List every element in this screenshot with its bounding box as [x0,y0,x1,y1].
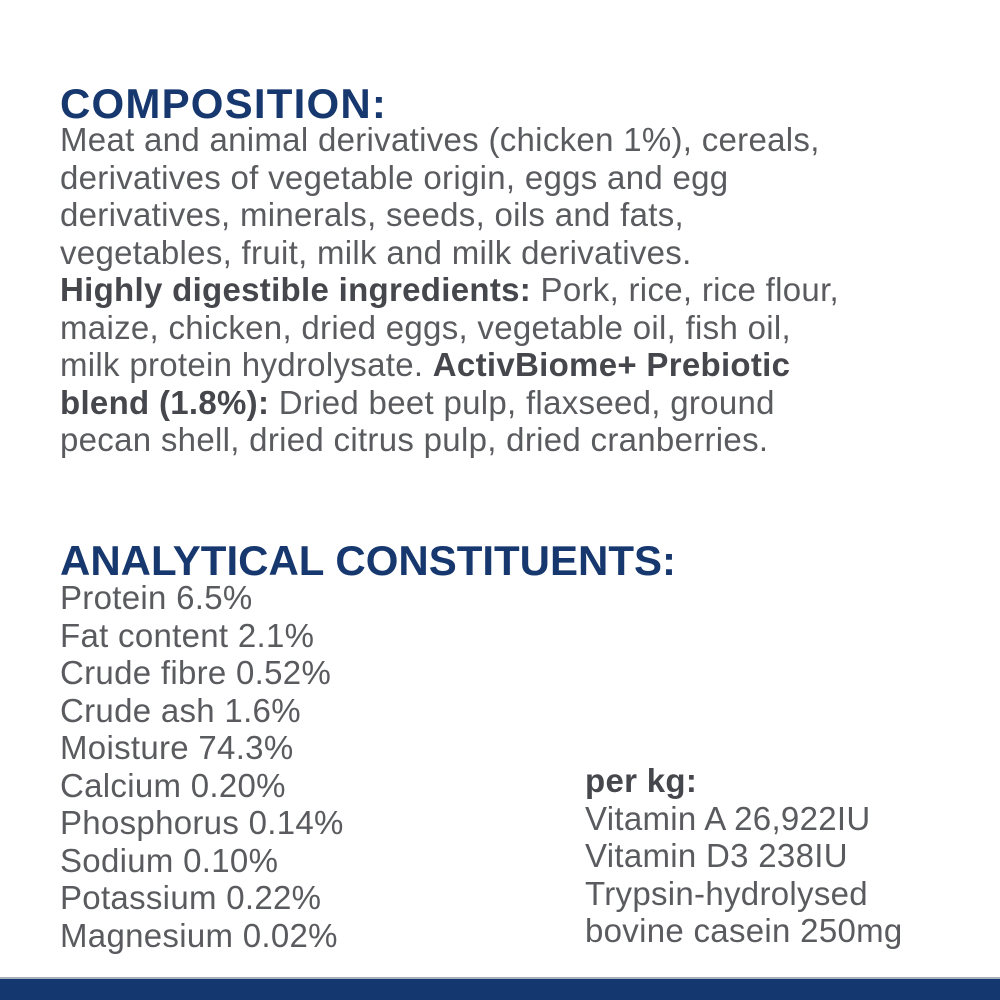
nutrient-row: Magnesium 0.02% [60,916,338,954]
composition-regular-run: milk protein hydrolysate. [60,346,433,383]
nutrient-row: Moisture 74.3% [60,729,294,766]
composition-line [60,159,940,197]
nutrient-row: Crude fibre 0.52% [60,654,332,691]
composition-line [60,234,940,272]
nutrient-row: Potassium 0.22% [60,879,322,916]
nutrient-row: Fat content 2.1% [60,616,315,654]
composition-regular-run: Pork, rice, rice flour, [531,271,840,308]
composition-line [60,121,940,159]
composition-regular-run: pecan shell, dried citrus pulp, dried cranberries. [60,421,769,458]
composition-paragraph [60,121,940,459]
composition-line [60,384,940,422]
composition-bold-run: blend (1.8%): [60,383,270,421]
composition-regular-run: Dried beet pulp, flaxseed, ground [269,383,775,421]
per-kg-line: bovine casein 250mg [585,912,903,949]
analytical-constituents-heading: ANALYTICAL CONSTITUENTS: [60,537,677,585]
per-kg-line: Vitamin A 26,922IU [585,799,871,837]
composition-line [60,196,940,234]
per-kg-line: Vitamin D3 238IU [585,837,848,874]
per-kg-heading: per kg: [585,762,698,799]
footer-accent-bar [0,977,1000,1000]
composition-line [60,271,940,309]
per-kg-line: Trypsin-hydrolysed [585,874,868,912]
nutrient-row: Sodium 0.10% [60,841,279,879]
nutrient-row: Phosphorus 0.14% [60,804,344,841]
nutrient-row: Calcium 0.20% [60,766,286,804]
composition-line [60,346,940,384]
per-kg-block [585,762,975,950]
composition-regular-run: derivatives of vegetable origin, eggs and egg [60,158,729,196]
composition-line [60,309,940,347]
nutrient-row: Protein 6.5% [60,579,253,616]
composition-bold-run: Highly digestible ingredients: [60,271,532,308]
per-kg-lines [585,800,975,950]
nutrient-list [60,579,344,954]
composition-heading: COMPOSITION: [60,80,388,128]
nutrient-row: Crude ash 1.6% [60,691,301,729]
composition-line [60,421,940,459]
composition-regular-run: vegetables, fruit, milk and milk derivatives. [60,233,692,271]
composition-regular-run: maize, chicken, dried eggs, vegetable oil, fish oil, [60,308,791,346]
composition-bold-run: ActivBiome+ Prebiotic [432,346,791,383]
composition-regular-run: derivatives, minerals, seeds, oils and fats, [60,196,684,233]
composition-regular-run: Meat and animal derivatives (chicken 1%), cereals, [60,121,820,158]
